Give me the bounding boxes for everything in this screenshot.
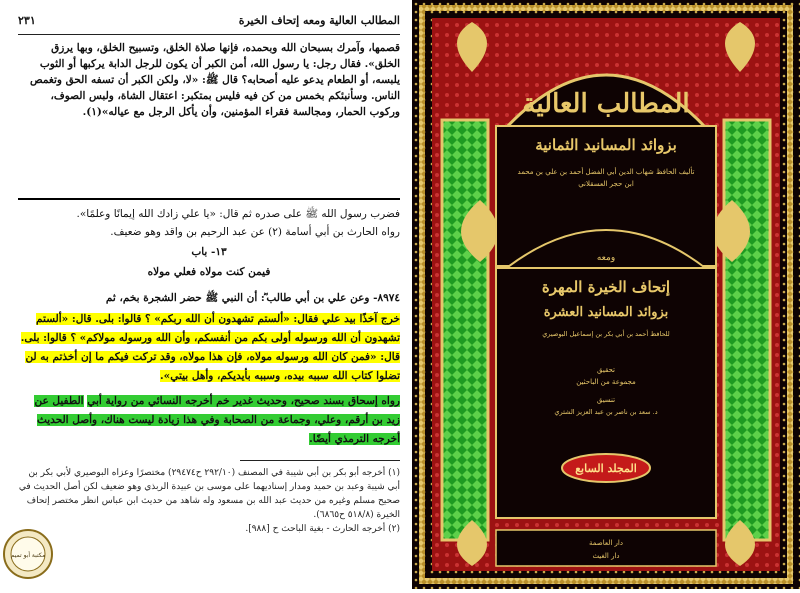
green-note-prefix: رواه إسحاق بسند صحيح، وحديث غدير خم أخرجه النسائي من رواية أبي: [87, 395, 400, 407]
green-note-block: [18, 392, 400, 449]
page-number: ٢٣١: [18, 14, 36, 27]
text-line-1: فضرب رسول الله ﷺ على صدره ثم قال: «يا علي زادك الله إيمانًا وعلمًا».: [76, 208, 400, 220]
hadith-highlight: خرج آخذًا بيد علي فقال: «ألستم تشهدون أن الله ربكم» ؟ قالوا: بلى. قال: «ألستم تشهدون أن الله ورسوله أولى بكم من أنفسكم، وأن الله ورسوله مولاكم» ؟ قالوا: بلى. قال: «فمن كان الله ورسوله مولاه، فإن هذا مولاه، وقد تركت فيكم ما إن أخذتم به لن تضلوا كتاب الله سببه بيده، وسببه بأيديكم، وأهل بيتي».: [20, 313, 400, 382]
cover-editor-label: تحقيق: [597, 366, 615, 374]
cover-artwork: [412, 0, 800, 589]
cover-subtitle: بزوائد المسانيد الثمانية: [535, 136, 677, 154]
top-paragraph: قصمها، وآمرك بسبحان الله وبحمده، فإنها صلاة الخلق، وتسبيح الخلق، وبها يرزق الخلق». فقال رجل: يا رسول الله، أمن الكبر أن يكون للرجل الدابة يركبها أو الثوب يلبسه، أو الطعام يدعو عليه أصحابه؟ قال ﷺ: «لا، ولكن الكبر أن تسفه الحق وتغمص الناس. وسأنبئكم بخمس من كن فيه فليس بمتكبر: اعتقال الشاة، ولبس الصوف، وركوب الحمار، ومجالسة فقراء المؤمنين، وأن يأكل الرجل مع عياله»(١).: [30, 42, 400, 118]
header-rule: [18, 34, 400, 35]
cover-editor-name: مجموعة من الباحثين: [576, 378, 636, 386]
hadith-intro-line: [18, 290, 400, 306]
hadith-intro: وعن علي بن أبي طالب ؓ: أن النبي ﷺ حضر الشجرة بخم، ثم: [105, 292, 370, 304]
footnote-1: (١) أخرجه أبو بكر بن أبي شيبة في المصنف (٢٩٢/١٠ ح٢٩٤٧٤) مختصرًا وعزاه البوصيري لأبي بكر بن أبي شيبة وعبد بن حميد ومدار إسناديهما على موسى بن عبيدة الربذي وهو ضعيف لكن أصل الحديث في صحيح مسلم وغيره من حديث عبد الله بن مسعود وله شاهد من حديث ابن عباس انظر مختصر إتحاف الخيرة (٥١٨/٨ ح٦٨٦٥).: [18, 468, 400, 520]
publisher-1: دار العاصمة: [589, 539, 623, 547]
chapter-number: ١٣- باب: [191, 246, 227, 258]
footnote-2: (٢) أخرجه الحارث - بغية الباحث ح [٩٨٨].: [245, 524, 400, 534]
volume-label: المجلد السابع: [575, 462, 637, 475]
cover-supervision-text: د. سعد بن ناصر بن عبد العزيز الشثري: [554, 408, 658, 416]
cover-left-panel: [442, 120, 488, 540]
footnotes: [18, 466, 400, 536]
cover-subtitle-2: إتحاف الخيرة المهرة: [541, 278, 671, 296]
seal-icon: [2, 528, 54, 580]
cover-author-1: تأليف الحافظ شهاب الدين أبي الفضل أحمد بن علي بن محمد: [517, 168, 695, 176]
publisher-box: [496, 530, 716, 566]
cover-author-2: ابن حجر العسقلاني: [578, 180, 634, 188]
text-line-2: رواه الحارث بن أبي أسامة (٢) عن عبد الرحيم بن واقد وهو ضعيف.: [110, 226, 400, 238]
cover-with-label: ومعه: [596, 253, 616, 263]
cover-subtitle-3: بزوائد المسانيد العشرة: [543, 305, 669, 320]
publisher-2: دار الغيث: [592, 552, 620, 560]
hadith-number: ٨٩٧٤-: [373, 292, 400, 304]
green-note-highlight: الطفيل عن زيد بن أرقم، وعلي، وجماعة من الصحابة وفي هذا زيادة ليست هناك، وأصل الحديث أخرجه الترمذي أيضًا.: [34, 395, 400, 445]
cover-subauthor: للحافظ أحمد بن أبي بكر بن إسماعيل البوصيري: [542, 330, 670, 338]
page-header: [18, 14, 400, 34]
chapter-title: فيمن كنت مولاه فعلي مولاه: [147, 266, 271, 278]
library-seal: [2, 528, 54, 580]
footnote-rule: [240, 460, 400, 461]
cover-title: المطالب العالية: [522, 89, 690, 119]
seal-text: مكتبة أبو تميم: [10, 552, 46, 559]
book-cover: [412, 0, 800, 589]
hadith-highlighted-block: [18, 310, 400, 386]
section-divider: [18, 198, 400, 200]
cover-right-panel: [724, 120, 770, 540]
running-title: المطالب العالية ومعه إتحاف الخيرة: [238, 14, 400, 27]
cover-supervision-label: تنسيق: [596, 396, 616, 404]
